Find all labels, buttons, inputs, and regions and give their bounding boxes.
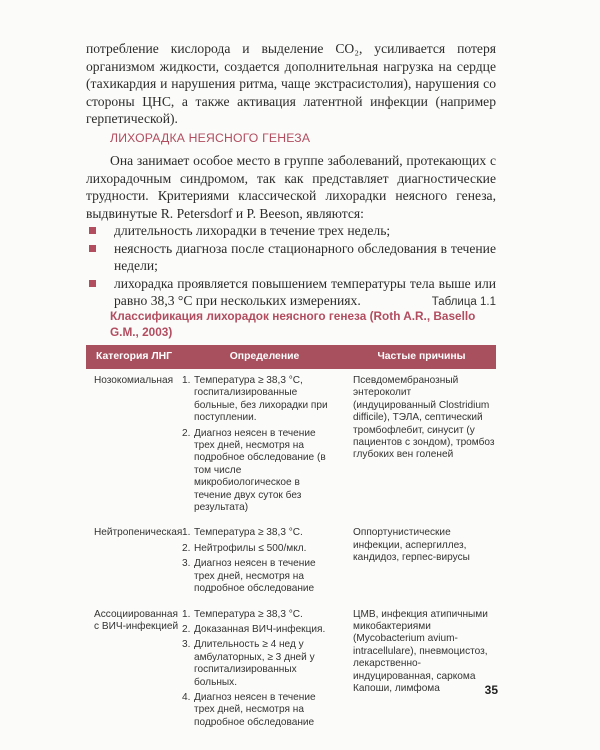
section-title: ЛИХОРАДКА НЕЯСНОГО ГЕНЕЗА	[110, 131, 311, 145]
header-category: Категория ЛНГ	[95, 350, 173, 362]
intro-text: потребление кислорода и выделение CO₂, усиливается потеря организмом жидкости, создается дополнительная нагрузка на сердце (тахикардия и нарушения ритма, чаще экстрасистолия), нарушения со стороны ЦНС, а также активация латентной инфекции (например герпетической).	[86, 41, 496, 126]
table-caption: Классификация лихорадок неясного генеза (Roth A.R., Basello G.M., 2003)	[110, 309, 476, 339]
definition-item: 1. Температура ≥ 38,3 °С, госпитализированные больные, без лихорадки при поступлении.	[182, 375, 328, 424]
table-header	[86, 345, 496, 369]
definition-item: 1. Температура ≥ 38,3 °С.	[182, 527, 303, 539]
definition-text: Диагноз неясен в течение трех дней, несмотря на подробное обследование	[194, 691, 316, 728]
list-item-text: неясность диагноза после стационарного обследования в течение недели;	[114, 240, 496, 273]
list-item	[86, 222, 496, 240]
row-category: Нейтропеническая	[94, 527, 183, 539]
definition-list	[182, 609, 339, 730]
definition-text: Температура ≥ 38,3 °С, госпитализированные больные, без лихорадки при поступлении.	[194, 375, 328, 424]
row-definitions	[182, 609, 347, 733]
definition-item: 3. Длительность ≥ 4 нед у амбулаторных, ≥ 3 дней у госпитализированных больных.	[182, 639, 315, 688]
intro-paragraph	[86, 40, 496, 128]
table-label: Таблица 1.1	[431, 296, 496, 308]
definition-text: Диагноз неясен в течение трех дней, несмотря на подробное обследование (в том числе микробиологическое в течение двух суток без результата)	[194, 427, 326, 514]
definition-list	[182, 527, 339, 595]
definition-item: 1. Температура ≥ 38,3 °С.	[182, 608, 303, 620]
definition-item: 2. Нейтрофилы ≤ 500/мкл.	[182, 542, 307, 554]
table-row	[86, 599, 496, 733]
list-item-text: длительность лихорадки в течение трех недель;	[114, 223, 391, 238]
definition-text: Температура ≥ 38,3 °С.	[194, 527, 303, 539]
table-row	[86, 517, 496, 598]
row-category: Нозокомиальная	[94, 375, 174, 386]
header-definition: Определение	[229, 350, 300, 362]
classification-table	[86, 345, 496, 732]
definition-item: 3. Диагноз неясен в течение трех дней, несмотря на подробное обследование	[182, 558, 316, 595]
definition-text: Доказанная ВИЧ-инфекция.	[194, 623, 326, 635]
list-item-text: лихорадка проявляется повышением температуры тела выше или равно 38,3 °С при нескольких измерениях.	[114, 275, 496, 308]
row-category: Ассоциированная с ВИЧ-инфекцией	[94, 608, 179, 632]
list-item	[86, 240, 496, 275]
row-definitions	[182, 375, 347, 517]
bullet-square-icon	[89, 280, 96, 287]
section-body	[86, 152, 496, 310]
definition-list	[182, 375, 339, 514]
row-causes: Псевдомембранозный энтероколит (индуцированный Clostridium difficile), ТЭЛА, септический тромбофлебит, синусит (у пациентов с зондом), тромбоз глубоких вен голеней	[353, 375, 495, 461]
definition-item: 4. Диагноз неясен в течение трех дней, несмотря на подробное обследование	[182, 691, 316, 728]
definition-item: 2. Диагноз неясен в течение трех дней, несмотря на подробное обследование (в том числе микробиологическое в течение двух суток без результата)	[182, 427, 326, 514]
row-causes: ЦМВ, инфекция атипичными микобактериями (Mycobacterium avium-intracellulare), пневмоцистоз, лекарственно-индуцированная, саркома Капоши, лимфома	[353, 608, 488, 694]
row-definitions	[182, 527, 347, 598]
definition-text: Диагноз неясен в течение трех дней, несмотря на подробное обследование	[194, 558, 316, 595]
definition-item: 2. Доказанная ВИЧ-инфекция.	[182, 623, 326, 635]
row-causes: Оппортунистические инфекции, аспергиллез, кандидоз, герпес-вирусы	[353, 527, 470, 564]
definition-text: Длительность ≥ 4 нед у амбулаторных, ≥ 3 дней у госпитализированных больных.	[194, 639, 315, 688]
page-number: 35	[484, 683, 498, 697]
bullet-square-icon	[89, 227, 96, 234]
bullet-square-icon	[89, 245, 96, 252]
body-paragraph: Она занимает особое место в группе заболеваний, протекающих с лихорадочным синдромом, так как представляет диагностические трудности. Критериями классической лихорадки неясного генеза, выдвинутые R. Petersdorf и P. Beeson, являются:	[86, 153, 496, 221]
table-row	[86, 369, 496, 517]
header-causes: Частые причины	[377, 350, 466, 362]
definition-text: Нейтрофилы ≤ 500/мкл.	[194, 542, 307, 554]
definition-text: Температура ≥ 38,3 °С.	[194, 608, 303, 620]
